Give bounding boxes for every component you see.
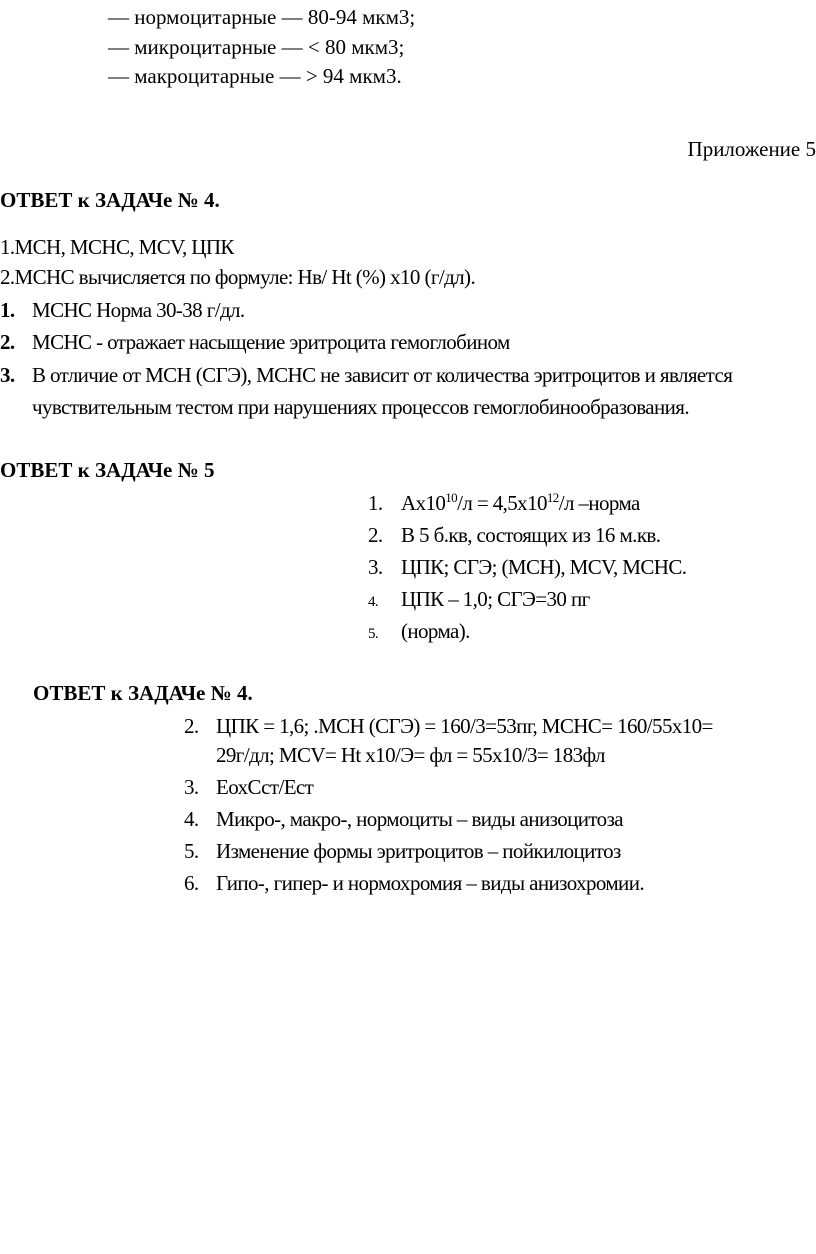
answer5-item-3	[368, 554, 686, 580]
item1-sup-2: 12	[546, 490, 559, 505]
item-number: 1.	[0, 298, 15, 322]
answer4-item-3	[0, 362, 732, 388]
item-number: 6.	[184, 871, 199, 895]
intro-line-2: — микроцитарные — < 80 мкм3;	[108, 35, 405, 59]
appendix-label: Приложение 5	[687, 137, 816, 161]
item-number: 1.	[368, 491, 383, 515]
answer4-item-1	[0, 297, 245, 323]
item-text: В 5 б.кв, состоящих из 16 м.кв.	[401, 523, 661, 547]
answer4-item-3-continuation: чувствительным тестом при нарушениях процессов гемоглобинообразования.	[32, 395, 689, 419]
answer4b-heading: ОТВЕТ к ЗАДАЧе № 4.	[33, 681, 253, 705]
item-number: 5.	[184, 839, 199, 863]
item-number: 2.	[0, 330, 15, 354]
answer4-heading: ОТВЕТ к ЗАДАЧе № 4.	[0, 188, 220, 212]
item-text: МСНС Норма 30-38 г/дл.	[32, 298, 245, 322]
answer4-line2: 2.МСНС вычисляется по формуле: Нв/ Ht (%) х10 (г/дл).	[0, 265, 476, 289]
intro-line-1: — нормоцитарные — 80-94 мкм3;	[108, 5, 416, 29]
answer4b-item-2-continuation: 29г/дл; MCV= Ht х10/Э= фл = 55х10/3= 183фл	[216, 743, 605, 767]
item-text: ЦПК = 1,6; .МСН (СГЭ) = 160/3=53пг, МСНС= 160/55х10=	[216, 714, 713, 738]
item-text: ЦПК – 1,0; СГЭ=30 пг	[401, 587, 590, 611]
item-text: (норма).	[401, 619, 470, 643]
item-number: 5.	[368, 626, 379, 642]
item-number: 3.	[184, 775, 199, 799]
answer4-item-2	[0, 329, 510, 355]
intro-line-3: — макроцитарные — > 94 мкм3.	[108, 64, 402, 88]
answer5-item-2	[368, 522, 660, 548]
answer4-line1: 1.МСН, МСНС, MCV, ЦПК	[0, 235, 234, 259]
item-number: 4.	[368, 594, 379, 610]
item-text: В отличие от МСН (СГЭ), МСНС не зависит от количества эритроцитов и является	[32, 363, 733, 387]
answer5-item-4	[368, 586, 590, 615]
answer5-item-5	[368, 618, 470, 647]
item1-part-c: /л –норма	[558, 491, 640, 515]
answer4b-item-6	[184, 870, 644, 896]
item-text: Гипо-, гипер- и нормохромия – виды анизохромии.	[216, 871, 644, 895]
item-text: МСНС - отражает насыщение эритроцита гемоглобином	[32, 330, 510, 354]
item1-part-a: Ах10	[401, 491, 446, 515]
answer4b-item-2	[184, 713, 713, 739]
answer5-item-1	[368, 490, 640, 516]
item-number: 4.	[184, 807, 199, 831]
answer4b-item-3	[184, 774, 313, 800]
item-number: 3.	[0, 363, 15, 387]
item-number: 2.	[184, 714, 199, 738]
item-text: ЦПК; СГЭ; (МСН), MCV, МСНС.	[401, 555, 687, 579]
answer4b-item-5	[184, 838, 621, 864]
item-number: 3.	[368, 555, 383, 579]
item1-part-b: /л = 4,5х10	[457, 491, 547, 515]
item-number: 2.	[368, 523, 383, 547]
answer4b-item-4	[184, 806, 623, 832]
item-text: ЕохСст/Ест	[216, 775, 314, 799]
item-text: Изменение формы эритроцитов – пойкилоцитоз	[216, 839, 621, 863]
answer5-heading: ОТВЕТ к ЗАДАЧе № 5	[0, 458, 215, 482]
item-text: Микро-, макро-, нормоциты – виды анизоцитоза	[216, 807, 624, 831]
item1-sup-1: 10	[445, 490, 458, 505]
